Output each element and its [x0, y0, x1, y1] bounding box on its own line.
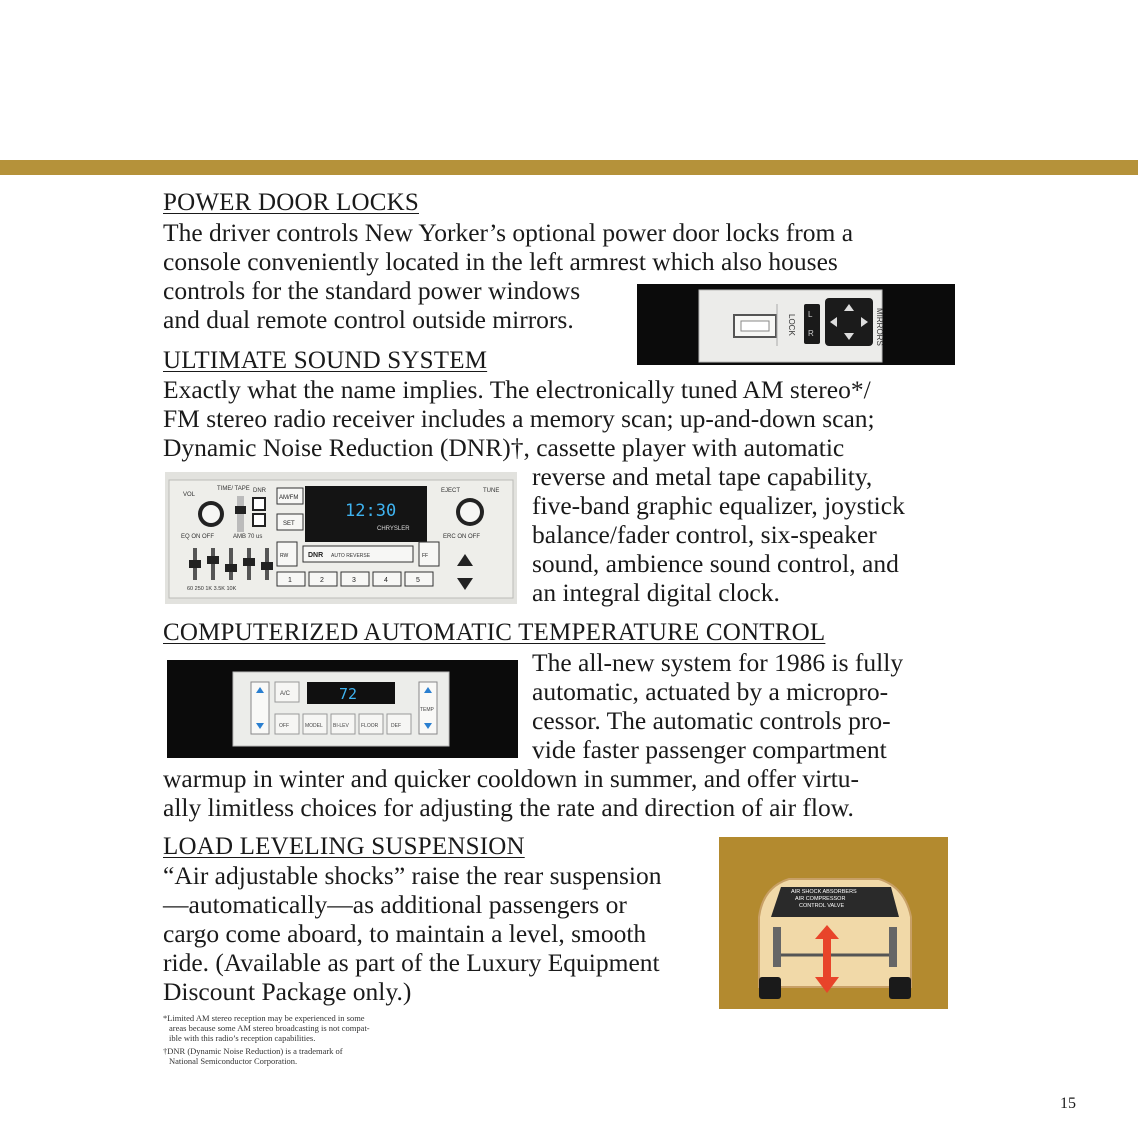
lock-label: LOCK: [787, 314, 796, 336]
gold-divider-bar: [0, 160, 1138, 175]
preset-2: 2: [320, 577, 324, 584]
footnote-line: *Limited AM stereo reception may be experienced in some: [163, 1013, 365, 1023]
eq-bands-label: 60 250 1K 3.5K 10K: [187, 586, 237, 592]
preset-4: 4: [384, 577, 388, 584]
ac-button: A/C: [280, 691, 291, 697]
text-line: sound, ambience sound control, and: [532, 549, 899, 578]
text-line: and dual remote control outside mirrors.: [163, 305, 574, 334]
load-leveling-car-illustration: [719, 837, 948, 1009]
am-fm-button: AM/FM: [279, 495, 299, 501]
radio-receiver-photo: [165, 472, 517, 604]
preset-3: 3: [352, 577, 356, 584]
text-line: balance/fader control, six-speaker: [532, 520, 877, 549]
l-label: L: [808, 310, 813, 319]
text-line: reverse and metal tape capability,: [532, 462, 873, 491]
eq-label: EQ ON OFF: [181, 534, 214, 540]
r-label: R: [808, 329, 814, 338]
text-line: Discount Package only.): [163, 977, 412, 1006]
text-line: automatic, actuated by a micropro-: [532, 677, 889, 706]
footnote-line: National Semiconductor Corporation.: [169, 1056, 298, 1066]
text-line: warmup in winter and quicker cooldown in summer, and offer virtu-: [163, 764, 860, 793]
body-temp-right: [532, 648, 903, 764]
text-line: console conveniently located in the left armrest which also houses: [163, 247, 838, 276]
auto-reverse-label: AUTO REVERSE: [331, 553, 371, 559]
control-valve-callout: CONTROL VALVE: [799, 903, 845, 909]
preset-5: 5: [416, 577, 420, 584]
text-line: controls for the standard power windows: [163, 276, 581, 305]
climate-control-photo: [167, 660, 518, 758]
eject-label: EJECT: [441, 488, 461, 494]
footnote-line: ible with this radio’s reception capabilities.: [169, 1033, 316, 1043]
def-button: DEF: [391, 723, 401, 729]
off-button: OFF: [279, 723, 289, 729]
footnote-line: areas because some AM stereo broadcasting is not compat-: [169, 1023, 370, 1033]
ff-button: FF: [422, 553, 429, 559]
heading-load-leveling-suspension: LOAD LEVELING SUSPENSION: [163, 833, 525, 860]
body-sound-continued: [532, 462, 905, 607]
footnote-am-stereo: [163, 1013, 370, 1043]
text-line: FM stereo radio receiver includes a memory scan; up-and-down scan;: [163, 404, 875, 433]
text-line: The driver controls New Yorker’s optional power door locks from a: [163, 218, 854, 247]
heading-ultimate-sound-system: ULTIMATE SOUND SYSTEM: [163, 347, 488, 374]
text-line: “Air adjustable shocks” raise the rear suspension: [163, 861, 662, 890]
erc-label: ERC ON OFF: [443, 534, 480, 540]
heading-power-door-locks: POWER DOOR LOCKS: [163, 189, 419, 216]
heading-automatic-temperature-control: COMPUTERIZED AUTOMATIC TEMPERATURE CONTROL: [163, 619, 826, 646]
vol-label: VOL: [183, 492, 196, 498]
door-lock-console-photo: [637, 284, 955, 365]
model-button: MODEL: [305, 723, 323, 729]
body-sound-intro: [163, 375, 875, 462]
dnr-logo: DNR: [308, 552, 324, 559]
bi-lev-button: BI-LEV: [333, 723, 349, 729]
footnote-dnr: [163, 1046, 343, 1066]
text-line: an integral digital clock.: [532, 578, 780, 607]
body-temp-full: [163, 764, 859, 822]
temp-label: TEMP: [420, 707, 434, 713]
clock-display: 12:30: [345, 501, 397, 521]
text-line: Dynamic Noise Reduction (DNR)†, cassette player with automatic: [163, 433, 845, 462]
temperature-display: 72: [339, 685, 358, 703]
tune-label: TUNE: [483, 488, 500, 494]
brand-label: CHRYSLER: [377, 526, 410, 532]
text-line: cargo come aboard, to maintain a level, smooth: [163, 919, 647, 948]
page-number: 15: [1060, 1095, 1076, 1112]
floor-button: FLOOR: [361, 723, 379, 729]
text-line: The all-new system for 1986 is fully: [532, 648, 904, 677]
text-line: Exactly what the name implies. The electronically tuned AM stereo*/: [163, 375, 871, 404]
amb-label: AMB 70 us: [233, 534, 263, 540]
air-shock-callout: AIR SHOCK ABSORBERS: [791, 889, 857, 895]
text-line: ride. (Available as part of the Luxury Equipment: [163, 948, 660, 977]
body-suspension: [163, 861, 662, 1006]
text-line: five-band graphic equalizer, joystick: [532, 491, 905, 520]
footnote-line: †DNR (Dynamic Noise Reduction) is a trademark of: [163, 1046, 343, 1056]
dnr-label: DNR: [253, 488, 266, 494]
text-line: —automatically—as additional passengers or: [163, 890, 627, 919]
set-button: SET: [283, 521, 295, 527]
preset-1: 1: [288, 577, 292, 584]
mirrors-label: MIRRORS: [875, 308, 884, 346]
text-line: vide faster passenger compartment: [532, 735, 887, 764]
air-compressor-callout: AIR COMPRESSOR: [795, 896, 846, 902]
rew-button: RW: [280, 553, 289, 559]
text-line: cessor. The automatic controls pro-: [532, 706, 891, 735]
text-line: ally limitless choices for adjusting the rate and direction of air flow.: [163, 793, 854, 822]
time-tape-label: TIME/ TAPE: [217, 486, 250, 492]
